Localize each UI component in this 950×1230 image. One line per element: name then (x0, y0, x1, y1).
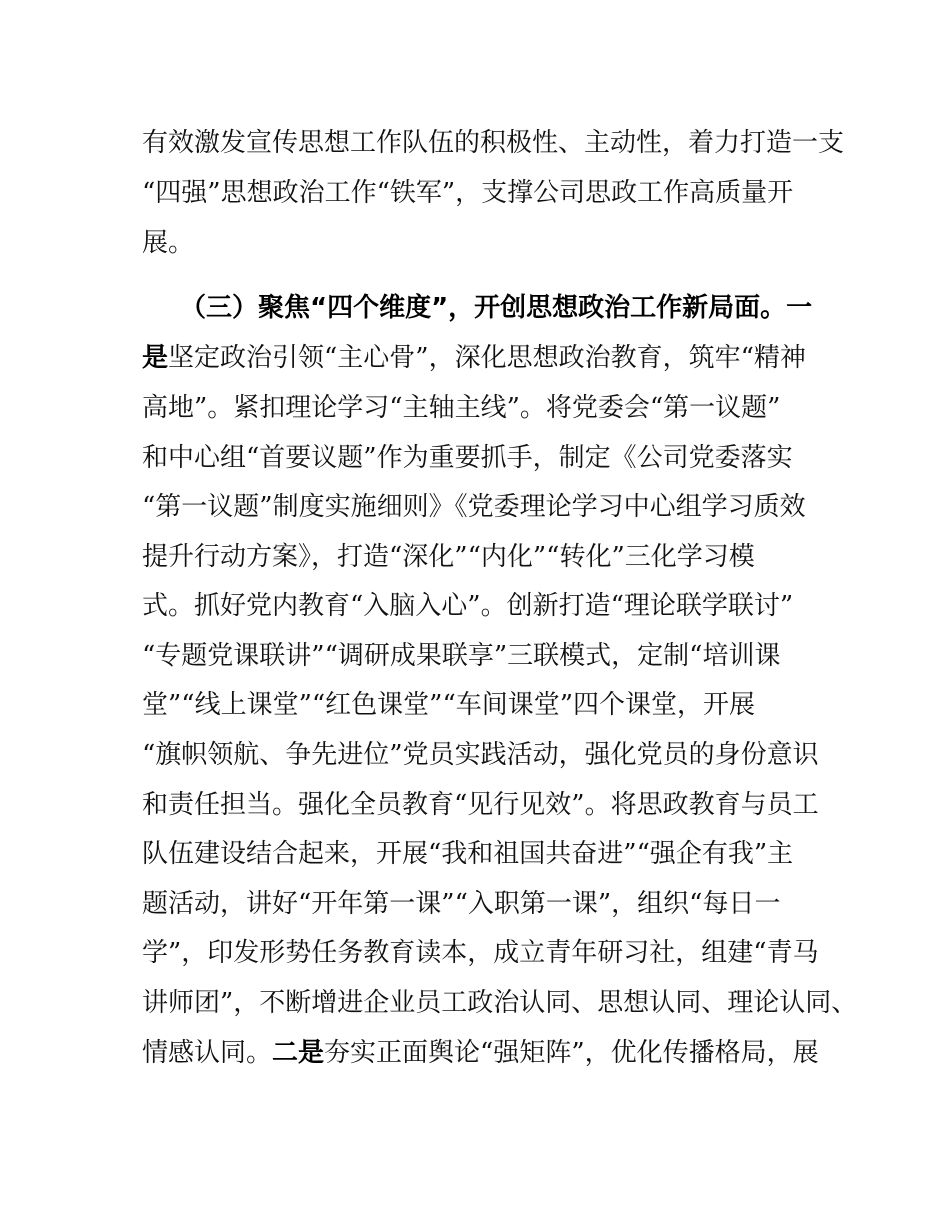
paragraph-2-line: 题活动，讲好“开年第一课”“入职第一课”，组织“每日一 (142, 889, 781, 919)
bold-marker-shi: 是 (142, 343, 169, 373)
paragraph-2-line: 高地”。紧扣理论学习“主轴主线”。将党委会“第一议题” (142, 393, 781, 423)
section-heading: （三）聚焦“四个维度”，开创思想政治工作新局面。一 (180, 293, 813, 323)
paragraph-2-line: 和责任担当。强化全员教育“见行见效”。将思政教育与员工 (142, 790, 819, 820)
paragraph-2-line: 提升行动方案》，打造“深化”“内化”“转化”三化学习模 (142, 542, 755, 572)
paragraph-2-line: 堂”“线上课堂”“红色课堂”“车间课堂”四个课堂，开展 (142, 690, 756, 720)
paragraph-2-line-2-text: 坚定政治引领“主心骨”，深化思想政治教育，筑牢“精神 (168, 343, 806, 373)
paragraph-2-line: “专题党课联讲”“调研成果联享”三联模式，定制“培训课 (142, 641, 781, 671)
paragraph-1-line-2: “四强”思想政治工作“铁军”，支撑公司思政工作高质量开 (142, 178, 794, 208)
paragraph-1-line-1: 有效激发宣传思想工作队伍的积极性、主动性，着力打造一支 (142, 128, 845, 158)
last-line-rest: 夯实正面舆论“强矩阵”，优化传播格局，展 (324, 1038, 819, 1068)
paragraph-2-line: “旗帜领航、争先进位”党员实践活动，强化党员的身份意识 (142, 740, 819, 770)
paragraph-2-line: 式。抓好党内教育“入脑入心”。创新打造“理论联学联讨” (142, 591, 794, 621)
paragraph-2-line-2 (142, 343, 806, 373)
paragraph-2-last-line (142, 1038, 819, 1068)
bold-marker-er-shi: 二是 (272, 1038, 325, 1068)
paragraph-2-line: 讲师团”，不断增进企业员工政治认同、思想认同、理论认同、 (142, 988, 858, 1018)
paragraph-2-line: 队伍建设结合起来，开展“我和祖国共奋进”“强企有我”主 (142, 839, 794, 869)
paragraph-2-line: 学”，印发形势任务教育读本，成立青年研习社，组建“青马 (142, 938, 819, 968)
last-line-start: 情感认同。 (142, 1038, 273, 1068)
paragraph-1-line-3: 展。 (142, 228, 195, 258)
paragraph-2-line: 和中心组“首要议题”作为重要抓手，制定《公司党委落实 (142, 443, 793, 473)
paragraph-2-line: “第一议题”制度实施细则》《党委理论学习中心组学习质效 (142, 492, 806, 522)
